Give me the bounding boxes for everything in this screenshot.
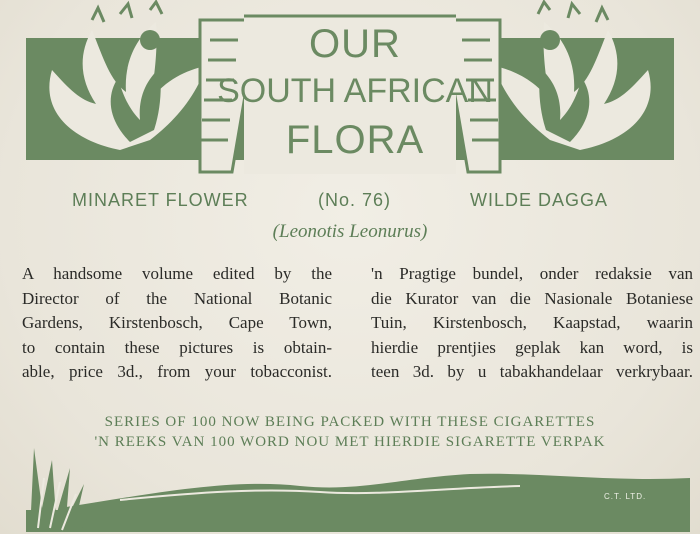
- aloe-plant-icon: [30, 448, 96, 532]
- english-line: A handsome volume edited by the: [22, 264, 332, 283]
- latin-name: (Leonotis Leonurus): [272, 221, 428, 242]
- afrikaans-description: [371, 262, 693, 385]
- title-line-1: OUR: [309, 22, 401, 66]
- series-english: SERIES OF 100 NOW BEING PACKED WITH THESE CIGARETTES: [104, 414, 596, 430]
- afrikaans-line: teen 3d. by u tabakhandelaar verkrybaar.: [371, 362, 693, 381]
- afrikaans-line: 'n Pragtige bundel, onder redaksie van: [371, 264, 693, 283]
- english-line: able, price 3d., from your tobacconist.: [22, 362, 332, 381]
- english-line: Gardens, Kirstenbosch, Cape Town,: [22, 313, 332, 332]
- afrikaans-line: hierdie prentjies geplak kan word, is: [371, 337, 693, 357]
- english-line: to contain these pictures is obtain-: [22, 337, 332, 357]
- afrikaans-line: die Kurator van die Nasionale Botaniese: [371, 288, 693, 308]
- english-name: MINARET FLOWER: [72, 190, 249, 210]
- manufacturer-mark: C.T. LTD.: [604, 492, 647, 501]
- title-line-3: FLORA: [285, 118, 425, 162]
- mountain-landscape-icon: [0, 438, 700, 534]
- plant-heading: [0, 190, 700, 216]
- series-afrikaans: 'N REEKS VAN 100 WORD NOU MET HIERDIE SIGARETTE VERPAK: [94, 434, 606, 450]
- card-number: (No. 76): [318, 190, 392, 210]
- english-description: [22, 262, 332, 385]
- title-line-2: SOUTH AFRICAN: [217, 72, 493, 110]
- afrikaans-name: WILDE DAGGA: [470, 190, 609, 210]
- afrikaans-line: Tuin, Kirstenbosch, Kaapstad, waarin: [371, 313, 693, 332]
- english-line: Director of the National Botanic: [22, 288, 332, 308]
